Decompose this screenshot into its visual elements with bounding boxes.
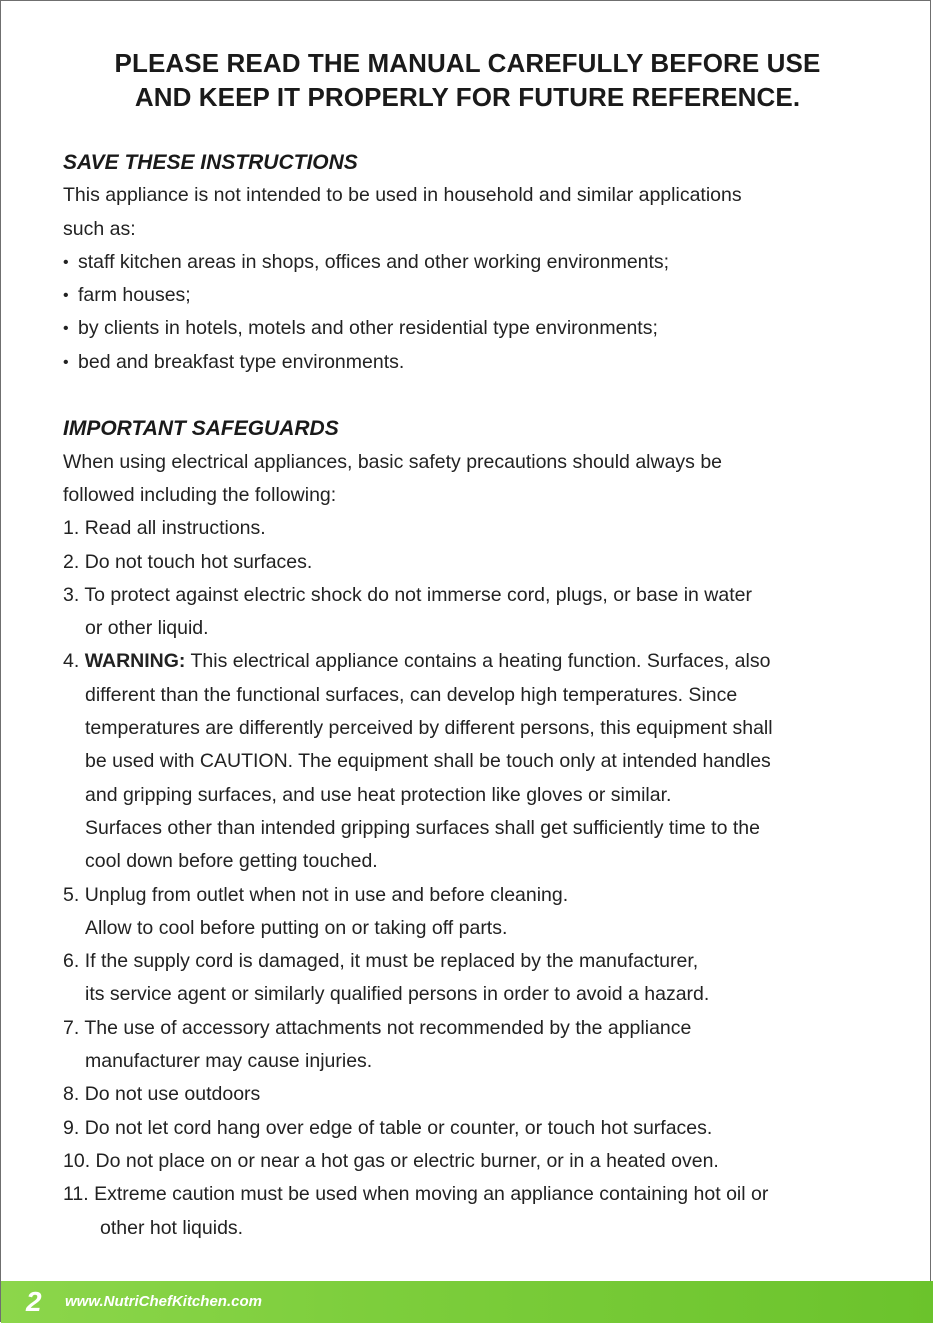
safeguard-item-7: 7. The use of accessory attachments not recommended by the appliance manufacturer may cause injuries. <box>63 1016 692 1073</box>
save-instructions-intro <box>63 179 893 246</box>
list-item: • staff kitchen areas in shops, offices and other working environments; <box>63 246 893 279</box>
important-safeguards-title: IMPORTANT SAFEGUARDS <box>63 417 339 441</box>
main-heading-line-2: AND KEEP IT PROPERLY FOR FUTURE REFERENCE. <box>134 82 801 112</box>
usage-environment-list <box>63 246 893 379</box>
list-item: • farm houses; <box>63 279 893 312</box>
safeguards-intro-line-2: followed including the following: <box>63 483 337 506</box>
safeguard-item-2: 2. Do not touch hot surfaces. <box>63 550 313 573</box>
list-item: • by clients in hotels, motels and other residential type environments; <box>63 312 893 345</box>
safeguard-item-3: 3. To protect against electric shock do not immerse cord, plugs, or base in water or other liquid. <box>63 583 752 640</box>
bullet-icon: • <box>63 287 69 305</box>
save-intro-line-1: This appliance is not intended to be used in household and similar applications <box>63 184 742 207</box>
bullet-icon: • <box>63 253 69 271</box>
safeguard-item-4: 4. WARNING: This electrical appliance contains a heating function. Surfaces, also different than the functional surfaces, can develop high temperatures. Since temperatures are differently perceived by different persons, this equipment shall be used with CAUTION. The equipment shall be touch only at intended handles and gripping surfaces, and use heat protection like gloves or similar. Surfaces other than intended gripping surfaces shall get sufficiently time to the cool down before getting touched. <box>63 650 773 873</box>
safeguards-intro-line-1: When using electrical appliances, basic safety precautions should always be <box>63 450 723 473</box>
bullet-icon: • <box>63 353 69 371</box>
main-heading <box>1 46 933 114</box>
safeguard-item-11: 11. Extreme caution must be used when moving an appliance containing hot oil or other hot liquids. <box>63 1183 769 1239</box>
save-instructions-title: SAVE THESE INSTRUCTIONS <box>63 151 358 174</box>
list-item: • bed and breakfast type environments. <box>63 346 893 379</box>
warning-label: WARNING: <box>84 650 186 673</box>
bullet-icon: • <box>63 320 69 338</box>
footer-bar <box>1 1281 933 1323</box>
safeguard-item-9: 9. Do not let cord hang over edge of table or counter, or touch hot surfaces. <box>63 1116 713 1139</box>
page-number: 2 <box>26 1286 42 1317</box>
safeguards-intro <box>63 446 893 513</box>
safeguard-item-8: 8. Do not use outdoors <box>63 1083 261 1106</box>
main-heading-line-1: PLEASE READ THE MANUAL CAREFULLY BEFORE USE <box>114 48 821 78</box>
website-link[interactable]: www.NutriChefKitchen.com <box>65 1293 262 1310</box>
safeguard-item-6: 6. If the supply cord is damaged, it must be replaced by the manufacturer, its service agent or similarly qualified persons in order to avoid a hazard. <box>63 950 710 1006</box>
save-intro-line-2: such as: <box>63 217 136 240</box>
safeguard-item-10: 10. Do not place on or near a hot gas or electric burner, or in a heated oven. <box>63 1149 719 1172</box>
content-area <box>63 146 893 1245</box>
safeguard-item-1: 1. Read all instructions. <box>63 517 266 540</box>
safeguards-list <box>63 512 893 1245</box>
section-spacer <box>63 379 893 412</box>
safeguard-item-5: 5. Unplug from outlet when not in use and before cleaning. Allow to cool before putting on or taking off parts. <box>63 883 569 939</box>
